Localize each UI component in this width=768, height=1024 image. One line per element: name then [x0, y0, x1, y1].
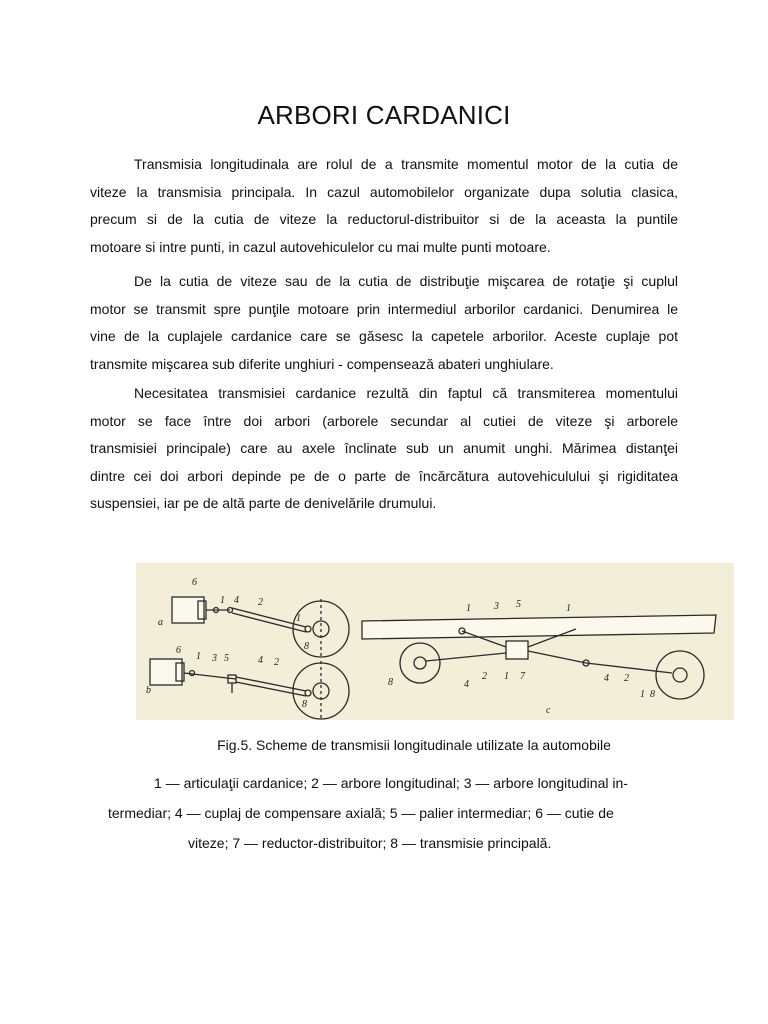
text-line: Transmisia longitudinala are rolul de a transmite momentul motor de la cutia de	[134, 156, 678, 172]
label-4: 4	[464, 679, 469, 690]
label-c: c	[546, 705, 551, 716]
front-wheel	[400, 643, 440, 683]
legend-line: viteze; 7 — reductor-distribuitor; 8 — transmisie principală.	[188, 835, 552, 851]
paragraph-3	[90, 380, 678, 518]
text-line: motor se face între doi arbori (arborele secundar al cutiei de viteze şi arborele	[90, 412, 678, 429]
joint-a3	[305, 626, 311, 632]
legend-line: 1 — articulaţii cardanice; 2 — arbore longitudinal; 3 — arbore longitudinal in-	[154, 775, 628, 791]
text-line: viteze la transmisia principala. In cazul automobilelor organizate dupa solutia clasica,	[90, 183, 678, 200]
text-line: transmisiei principale) care au axele înclinate sub un anumit unghi. Mărimea distanţei	[90, 440, 678, 456]
text-line: precum si de la cutia de viteze la reductorul-distribuitor si de la aceasta la puntile	[90, 211, 678, 227]
text-line: Necesitatea transmisiei cardanice rezultă din faptul că transmiterea momentului	[134, 385, 678, 401]
scheme-a	[158, 577, 349, 659]
label-1: 1	[640, 689, 645, 700]
label-1: 1	[220, 595, 225, 606]
joint-b2	[305, 690, 311, 696]
label-1: 1	[504, 671, 509, 682]
label-6: 6	[192, 577, 197, 588]
label-4: 4	[258, 655, 263, 666]
transmission-schemes-figure	[136, 563, 734, 720]
text-line: De la cutia de viteze sau de la cutia de distribuţie mişcarea de rotaţie şi cuplul	[134, 273, 678, 289]
label-3: 3	[494, 601, 499, 612]
shaft-a-long-bottom	[232, 613, 306, 632]
scheme-c	[362, 599, 716, 716]
figure-caption: Fig.5. Scheme de transmisii longitudinale utilizate la automobile	[217, 737, 611, 753]
label-a: a	[158, 617, 163, 628]
text-line: motoare si intre punti, in cazul autovehiculelor cu mai multe punti motoare.	[90, 238, 551, 255]
paragraph-2	[90, 268, 678, 378]
label-4: 4	[234, 595, 239, 606]
label-2: 2	[258, 597, 263, 608]
label-b: b	[146, 685, 151, 696]
label-8: 8	[304, 641, 309, 652]
rear-hub	[673, 668, 687, 682]
label-3: 3	[212, 653, 217, 664]
paragraph-1	[90, 151, 678, 261]
text-line: suspensiei, iar pe de altă parte de denivelările drumului.	[90, 495, 437, 511]
label-4: 4	[604, 673, 609, 684]
label-5: 5	[224, 653, 229, 664]
label-2: 2	[624, 673, 629, 684]
label-1: 1	[566, 603, 571, 614]
legend-line: termediar; 4 — cuplaj de compensare axială; 5 — palier intermediar; 6 — cutie de	[108, 805, 614, 821]
page-title: ARBORI CARDANICI	[257, 100, 511, 130]
label-6: 6	[176, 645, 181, 656]
label-8: 8	[302, 699, 307, 710]
joint-b1	[190, 671, 195, 676]
transfer-case	[506, 641, 528, 659]
text-line: dintre cei doi arbori depinde pe de o parte de încărcătura autovehiculului şi rigiditatea	[90, 467, 678, 484]
label-2: 2	[482, 671, 487, 682]
label-5: 5	[516, 599, 521, 610]
rear-wheel	[656, 651, 704, 699]
label-2: 2	[274, 657, 279, 668]
text-line: motor se transmit spre punţile motoare prin intermediul arborilor cardanici. Denumirea le	[90, 300, 678, 317]
vehicle-frame	[362, 615, 716, 639]
shaft-c-middle	[528, 651, 586, 663]
label-1: 1	[296, 613, 301, 624]
text-line: transmite mişcarea sub diferite unghiuri - compensează abateri unghiulare.	[90, 355, 554, 372]
front-hub	[414, 657, 426, 669]
transmission-schemes-drawing	[136, 563, 734, 720]
label-1: 1	[466, 603, 471, 614]
label-1: 1	[196, 651, 201, 662]
label-7: 7	[520, 671, 525, 682]
text-line: vine de la cuplajele cardanice care se găsesc la capetele arborilor. Aceste cuplaje pot	[90, 328, 678, 344]
label-8: 8	[650, 689, 655, 700]
figure-legend	[108, 768, 648, 858]
label-8: 8	[388, 677, 393, 688]
